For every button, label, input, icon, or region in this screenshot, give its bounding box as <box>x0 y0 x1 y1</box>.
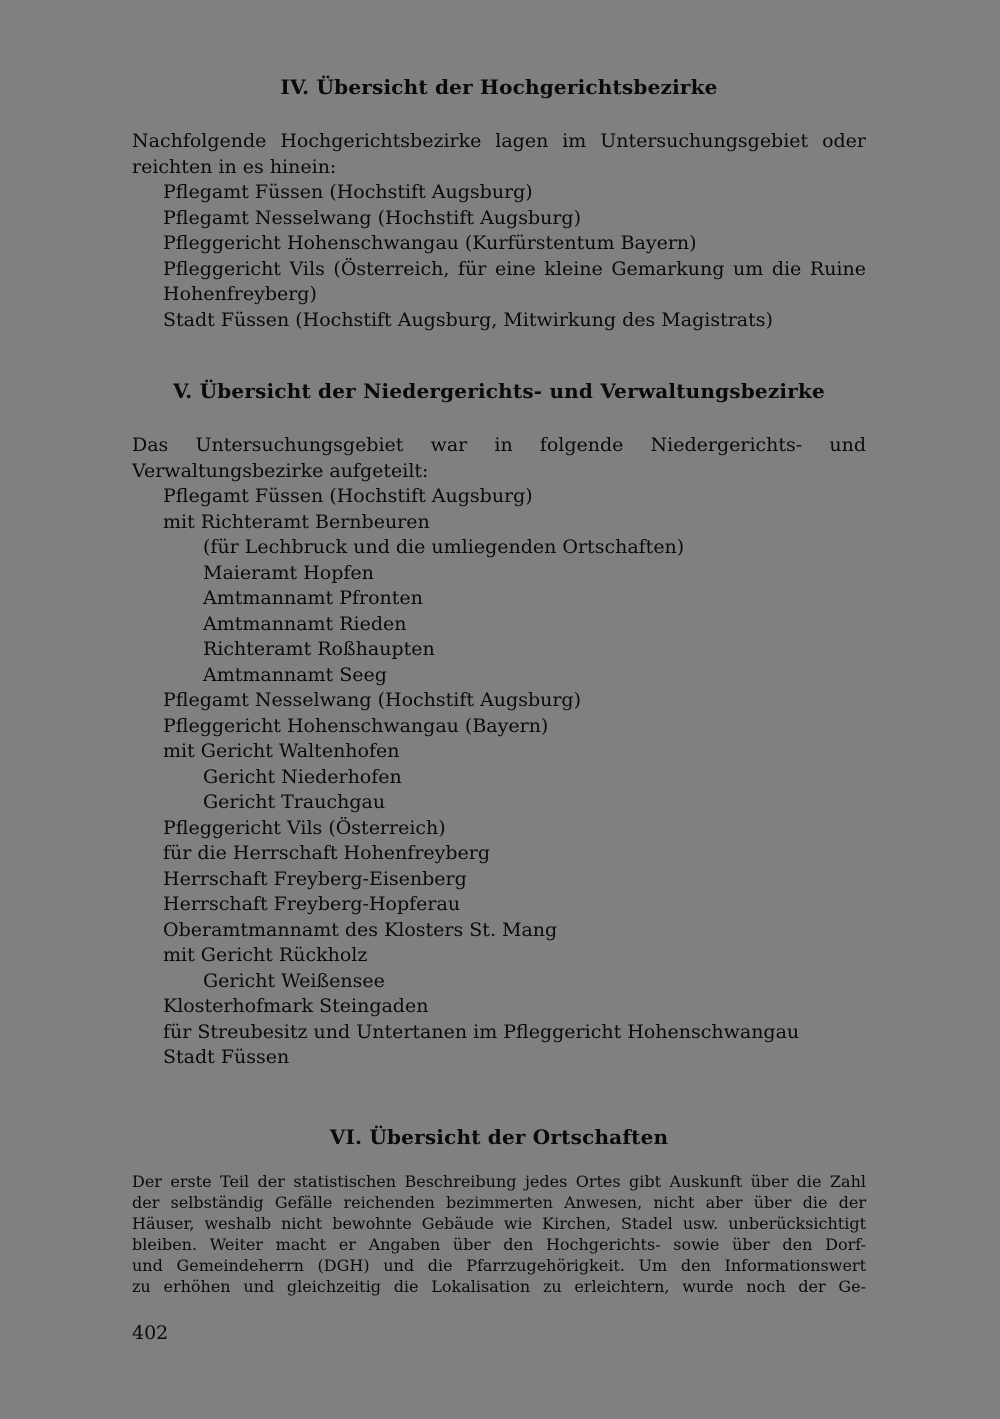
body-line: zu erhöhen und gleichzeitig die Lokalisation zu erleichtern, wurde noch der Ge- <box>132 1276 866 1296</box>
list-item: Pfleggericht Hohenschwangau (Bayern) <box>163 714 549 737</box>
list-item: Herrschaft Freyberg-Hopferau <box>163 893 461 915</box>
list-item: Pflegamt Nesselwang (Hochstift Augsburg) <box>163 689 581 711</box>
list-item: mit Gericht Rückholz <box>163 944 368 966</box>
body-line: und Gemeindeherrn (DGH) und die Pfarrzugehörigkeit. Um den Informationswert <box>132 1255 866 1275</box>
list-item: Pflegamt Nesselwang (Hochstift Augsburg) <box>163 206 581 229</box>
body-line: der selbständig Gefälle reichenden bezimmerten Anwesen, nicht aber über die der <box>132 1192 866 1212</box>
list-item: Amtmannamt Seeg <box>203 663 387 686</box>
list-item: Herrschaft Freyberg-Eisenberg <box>163 867 467 890</box>
body-line: Häuser, weshalb nicht bewohnte Gebäude wie Kirchen, Stadel usw. unberücksichtigt <box>132 1213 866 1233</box>
list-item: Oberamtmannamt des Klosters St. Mang <box>163 918 558 941</box>
section-6-heading: VI. Übersicht der Ortschaften <box>329 1124 669 1149</box>
list-item: Stadt Füssen (Hochstift Augsburg, Mitwirkung des Magistrats) <box>163 308 773 331</box>
section-5-heading: V. Übersicht der Niedergerichts- und Verwaltungsbezirke <box>173 379 825 403</box>
list-item: Pflegamt Füssen (Hochstift Augsburg) <box>163 181 533 203</box>
list-item: Gericht Niederhofen <box>203 765 402 788</box>
page-number: 402 <box>132 1322 169 1344</box>
list-item: für die Herrschaft Hohenfreyberg <box>163 842 491 864</box>
list-item: Gericht Trauchgau <box>203 791 386 813</box>
list-item: Amtmannamt Rieden <box>203 612 407 635</box>
section-4-heading: IV. Übersicht der Hochgerichtsbezirke <box>280 75 718 99</box>
list-item: mit Richteramt Bernbeuren <box>163 510 430 533</box>
list-item: Klosterhofmark Steingaden <box>163 995 429 1017</box>
list-item: für Streubesitz und Untertanen im Pfleggericht Hohenschwangau <box>163 1020 800 1043</box>
body-line: Der erste Teil der statistischen Beschreibung jedes Ortes gibt Auskunft über die Zahl <box>132 1171 866 1191</box>
list-item: Gericht Weißensee <box>203 969 385 992</box>
list-item: Amtmannamt Pfronten <box>203 587 423 609</box>
list-item: Pfleggericht Vils (Österreich, für eine kleine Gemarkung um die Ruine Hohenfreyberg) <box>163 257 866 305</box>
list-item: Pflegamt Füssen (Hochstift Augsburg) <box>163 485 533 507</box>
section-4-intro: Nachfolgende Hochgerichtsbezirke lagen im Untersuchungsgebiet oder reichten in es hinein: <box>132 130 866 178</box>
list-item: Stadt Füssen <box>163 1046 290 1068</box>
list-item: Maieramt Hopfen <box>203 561 374 584</box>
page-content <box>132 70 866 1297</box>
list-item: Pfleggericht Hohenschwangau (Kurfürstentum Bayern) <box>163 232 697 254</box>
list-item: mit Gericht Waltenhofen <box>163 740 400 762</box>
section-5-intro: Das Untersuchungsgebiet war in folgende Niedergerichts- und Verwaltungsbezirke aufgeteilt: <box>132 434 866 482</box>
body-line: bleiben. Weiter macht er Angaben über den Hochgerichts- sowie über den Dorf- <box>132 1234 866 1254</box>
list-item: Pfleggericht Vils (Österreich) <box>163 816 446 839</box>
list-item: (für Lechbruck und die umliegenden Ortschaften) <box>203 536 685 558</box>
list-item: Richteramt Roßhaupten <box>203 638 435 660</box>
